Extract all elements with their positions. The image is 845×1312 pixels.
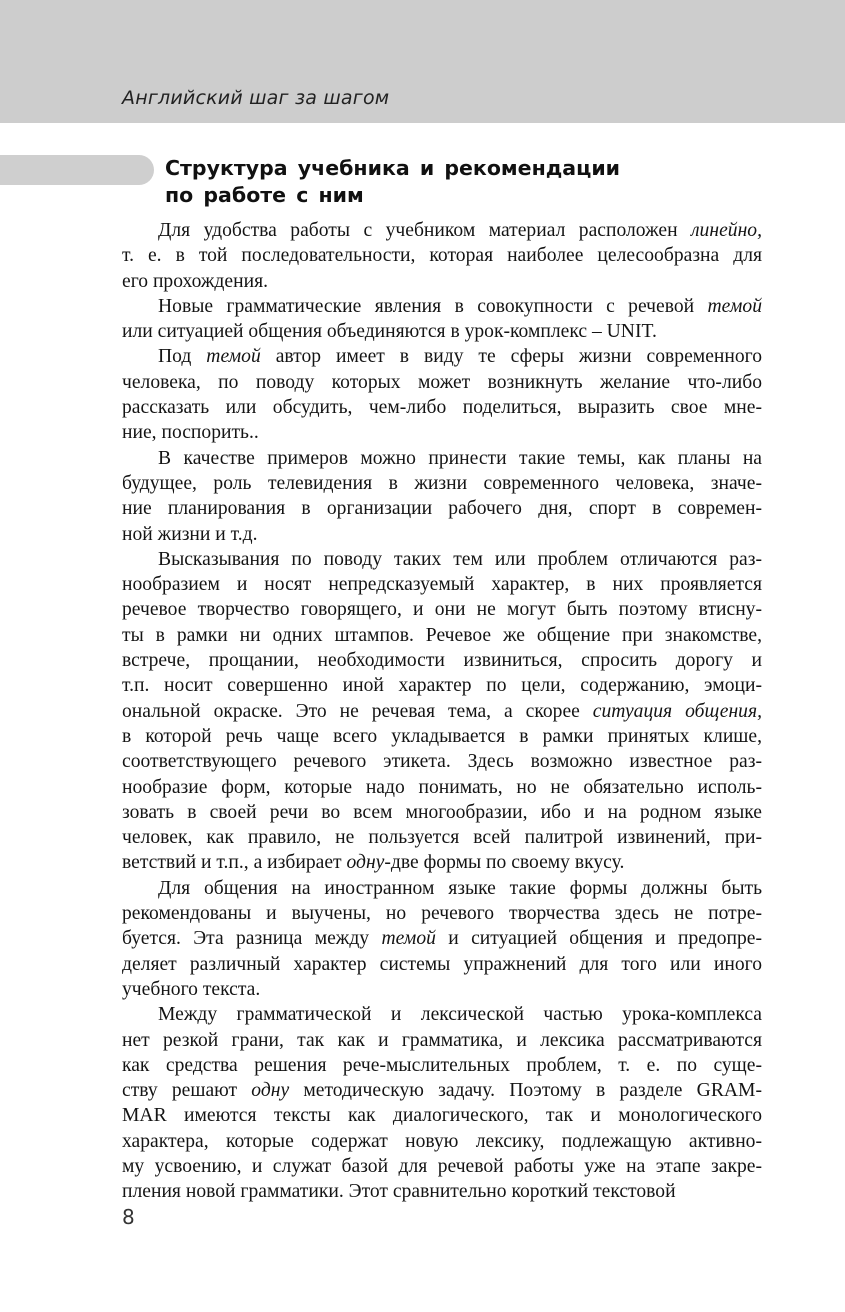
paragraph-line: рекомендованы и выучены, но речевого творчества здесь не потре-: [122, 903, 762, 925]
paragraph-line: т. е. в той последовательности, которая наиболее целесообразна для: [122, 245, 762, 267]
paragraph-line: Для общения на иностранном языке такие формы должны быть: [158, 877, 762, 899]
paragraph: [122, 446, 762, 547]
paragraph-line: в которой речь чаще всего укладывается в рамки принятых клише,: [122, 725, 762, 747]
paragraph-line: ветствий и т.п., а избирает одну-две формы по своему вкусу.: [122, 852, 625, 874]
paragraph-line: Для удобства работы с учебником материал расположен линейно,: [158, 220, 762, 241]
paragraph-line: человека, по поводу которых может возникнуть желание что-либо: [122, 371, 762, 393]
paragraph-line: В качестве примеров можно принести такие темы, как планы на: [158, 447, 762, 469]
paragraph-line: рассказать или обсудить, чем-либо поделиться, выразить свое мне-: [122, 397, 762, 419]
paragraph-line: Высказывания по поводу таких тем или проблем отличаются раз-: [158, 548, 762, 570]
paragraph-line: т.п. носит совершенно иной характер по цели, содержанию, эмоци-: [122, 675, 762, 697]
running-header-band: [0, 0, 845, 123]
paragraph-line: ние, поспорить..: [122, 422, 259, 444]
paragraph-line: деляет различный характер системы упражнений для того или иного: [122, 953, 762, 975]
page-number: 8: [122, 1205, 135, 1229]
paragraph-line: характера, которые содержат новую лексику, подлежащую активно-: [122, 1130, 762, 1152]
paragraph: [122, 294, 762, 345]
paragraph-line: ной жизни и т.д.: [122, 523, 258, 545]
paragraph-line: Между грамматической и лексической частью урока-комплекса: [158, 1004, 762, 1026]
paragraph-line: ональной окраске. Это не речевая тема, а скорее ситуация общения,: [122, 700, 762, 722]
paragraph: [122, 876, 762, 1002]
paragraph: [122, 547, 762, 876]
paragraph-line: или ситуацией общения объединяются в урок-комплекс – UNIT.: [122, 321, 657, 343]
body-text: [122, 218, 762, 1205]
paragraph-line: Новые грамматические явления в совокупности с речевой темой: [158, 295, 762, 317]
paragraph-line: ты в рамки ни одних штампов. Речевое же общение при знакомстве,: [122, 624, 762, 646]
paragraph: [122, 218, 762, 294]
paragraph-line: нообразие форм, которые надо понимать, но не обязательно исполь-: [122, 776, 762, 798]
paragraph-line: его прохождения.: [122, 270, 268, 292]
paragraph: [122, 344, 762, 445]
section-heading: [165, 155, 765, 209]
paragraph-line: учебного текста.: [122, 978, 261, 1000]
paragraph-line: пления новой грамматики. Этот сравнительно короткий текстовой: [122, 1181, 676, 1203]
paragraph-line: нообразием и носят непредсказуемый характер, в них проявляется: [122, 574, 762, 596]
paragraph-line: будущее, роль телевидения в жизни современного человека, значе-: [122, 472, 762, 494]
section-marker-tab: [0, 155, 154, 185]
paragraph-line: ние планирования в организации рабочего дня, спорт в современ-: [122, 498, 762, 520]
section-heading-line: Структура учебника и рекомендации: [165, 156, 621, 180]
paragraph-line: му усвоению, и служат базой для речевой работы уже на этапе закре-: [122, 1155, 762, 1177]
paragraph-line: MAR имеются тексты как диалогического, так и монологического: [122, 1105, 762, 1127]
paragraph-line: Под темой автор имеет в виду те сферы жизни современного: [158, 346, 762, 368]
paragraph-line: встрече, прощании, необходимости извиниться, спросить дорогу и: [122, 650, 762, 672]
section-heading-line: по работе с ним: [165, 183, 364, 207]
paragraph-line: соответствующего речевого этикета. Здесь возможно известное раз-: [122, 751, 762, 773]
paragraph-line: буется. Эта разница между темой и ситуацией общения и предопре-: [122, 928, 762, 950]
running-header-title: Английский шаг за шагом: [122, 87, 390, 109]
paragraph-line: зовать в своей речи во всем многообразии, ибо и на родном языке: [122, 801, 762, 823]
paragraph-line: человек, как правило, не пользуется всей палитрой извинений, при-: [122, 827, 762, 849]
paragraph-line: ству решают одну методическую задачу. Поэтому в разделе GRAM-: [122, 1080, 762, 1102]
paragraph-line: нет резкой грани, так как и грамматика, и лексика рассматриваются: [122, 1029, 762, 1051]
paragraph-line: речевое творчество говорящего, и они не могут быть поэтому втисну-: [122, 599, 762, 621]
paragraph: [122, 1002, 762, 1204]
paragraph-line: как средства решения рече-мыслительных проблем, т. е. по суще-: [122, 1054, 762, 1076]
